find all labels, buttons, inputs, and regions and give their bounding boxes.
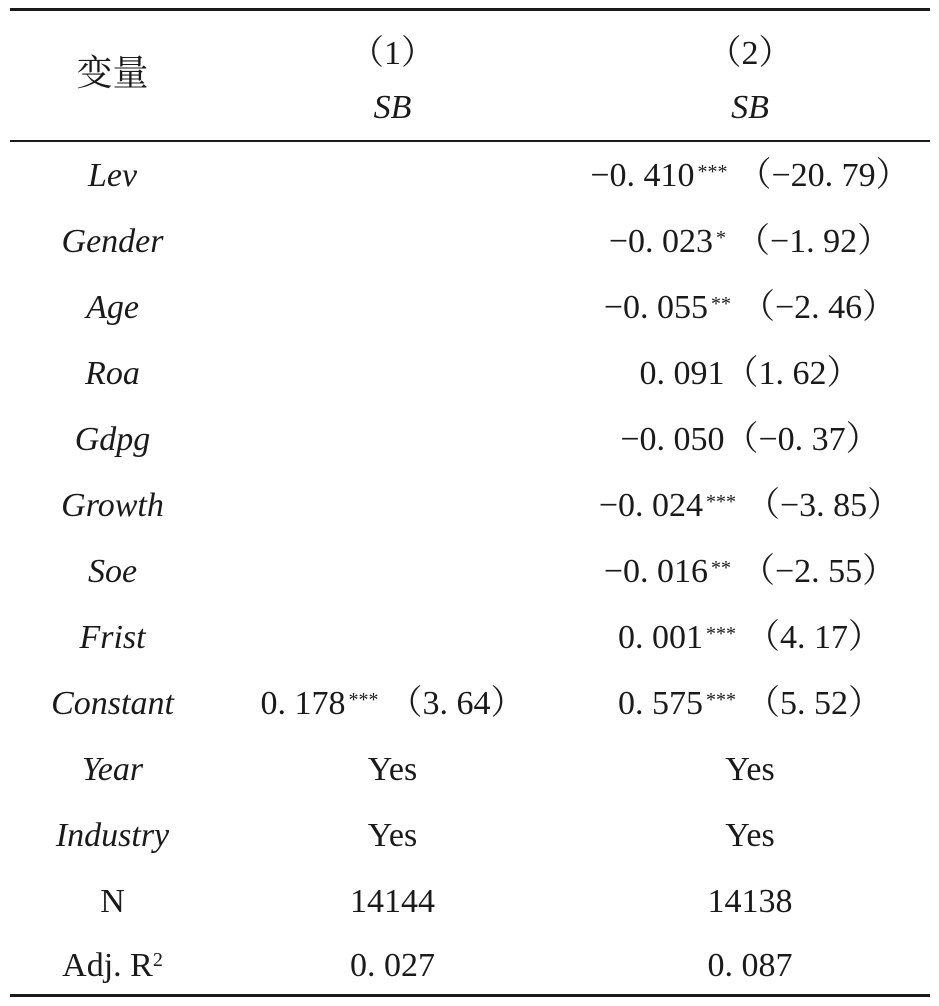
adj-r2-text: Adj. R bbox=[62, 947, 153, 984]
adj-r2-superscript: 2 bbox=[152, 949, 163, 971]
t-statistic: （−1. 92） bbox=[736, 223, 892, 260]
coefficient: −0. 055 bbox=[603, 289, 708, 326]
coefficient: 0. 091 bbox=[639, 355, 725, 392]
t-statistic: （5. 52） bbox=[746, 685, 882, 722]
t-statistic: （4. 17） bbox=[746, 619, 882, 656]
row-variable: Frist bbox=[79, 619, 146, 656]
adj-r2-label bbox=[10, 946, 215, 986]
significance-stars: *** bbox=[697, 161, 728, 183]
t-statistic: （−2. 55） bbox=[741, 553, 897, 590]
bottom-rule bbox=[10, 994, 930, 997]
observations-col1: 14144 bbox=[350, 883, 435, 920]
row-variable: Age bbox=[86, 289, 139, 326]
t-statistic: （−0. 37） bbox=[724, 421, 880, 458]
t-statistic: （−2. 46） bbox=[741, 289, 897, 326]
row-col2-value bbox=[570, 486, 930, 526]
header-col2-number: （2） bbox=[707, 35, 793, 72]
row-variable: Constant bbox=[51, 685, 174, 722]
significance-stars: ** bbox=[711, 557, 731, 579]
row-col2-value bbox=[570, 156, 930, 196]
row-col2-value: Yes bbox=[725, 817, 775, 854]
header-col1-number: （1） bbox=[350, 35, 435, 72]
significance-stars: ** bbox=[711, 293, 731, 315]
t-statistic: （1. 62） bbox=[724, 355, 861, 392]
significance-stars: *** bbox=[706, 623, 736, 645]
row-col2-value bbox=[570, 552, 930, 592]
row-col1-value bbox=[215, 684, 570, 724]
header-col2-dependent: SB bbox=[731, 89, 769, 126]
row-col2-value bbox=[570, 222, 930, 262]
row-col2-value bbox=[570, 684, 930, 724]
adj-r2-col2: 0. 087 bbox=[707, 947, 793, 984]
row-col2-value bbox=[570, 420, 930, 460]
t-statistic: （3. 64） bbox=[388, 685, 525, 722]
row-variable: Gdpg bbox=[74, 421, 151, 458]
coefficient: −0. 050 bbox=[620, 421, 725, 458]
coefficient: 0. 001 bbox=[618, 619, 703, 656]
row-col1-value: Yes bbox=[367, 817, 418, 854]
coefficient: 0. 575 bbox=[618, 685, 703, 722]
regression-table bbox=[10, 8, 930, 998]
t-statistic: （−20. 79） bbox=[737, 157, 910, 194]
row-col2-value: Yes bbox=[725, 751, 775, 788]
row-variable: Industry bbox=[55, 817, 170, 854]
significance-stars: *** bbox=[706, 491, 736, 513]
row-variable: Roa bbox=[85, 355, 140, 392]
observations-col2: 14138 bbox=[707, 883, 793, 920]
coefficient: −0. 410 bbox=[590, 157, 695, 194]
header-col1-dependent: SB bbox=[373, 89, 412, 126]
row-variable: Gender bbox=[61, 223, 164, 260]
adj-r2-col1: 0. 027 bbox=[350, 947, 435, 984]
coefficient: −0. 023 bbox=[608, 223, 713, 260]
row-col1-value: Yes bbox=[367, 751, 418, 788]
row-variable: Growth bbox=[61, 487, 164, 524]
row-col2-value bbox=[570, 618, 930, 658]
t-statistic: （−3. 85） bbox=[746, 487, 902, 524]
coefficient: −0. 016 bbox=[603, 553, 708, 590]
row-col2-value bbox=[570, 288, 930, 328]
header-variable-label: 变量 bbox=[76, 53, 149, 94]
header-rule bbox=[10, 140, 930, 142]
significance-stars: * bbox=[716, 227, 726, 249]
row-variable: Year bbox=[81, 751, 144, 788]
coefficient: 0. 178 bbox=[260, 685, 346, 722]
significance-stars: *** bbox=[348, 689, 379, 711]
row-col2-value bbox=[570, 354, 930, 394]
significance-stars: *** bbox=[706, 689, 736, 711]
row-variable: Soe bbox=[87, 553, 138, 590]
coefficient: −0. 024 bbox=[598, 487, 703, 524]
observations-label: N bbox=[100, 883, 125, 920]
top-rule bbox=[10, 8, 930, 11]
row-variable: Lev bbox=[87, 157, 138, 194]
